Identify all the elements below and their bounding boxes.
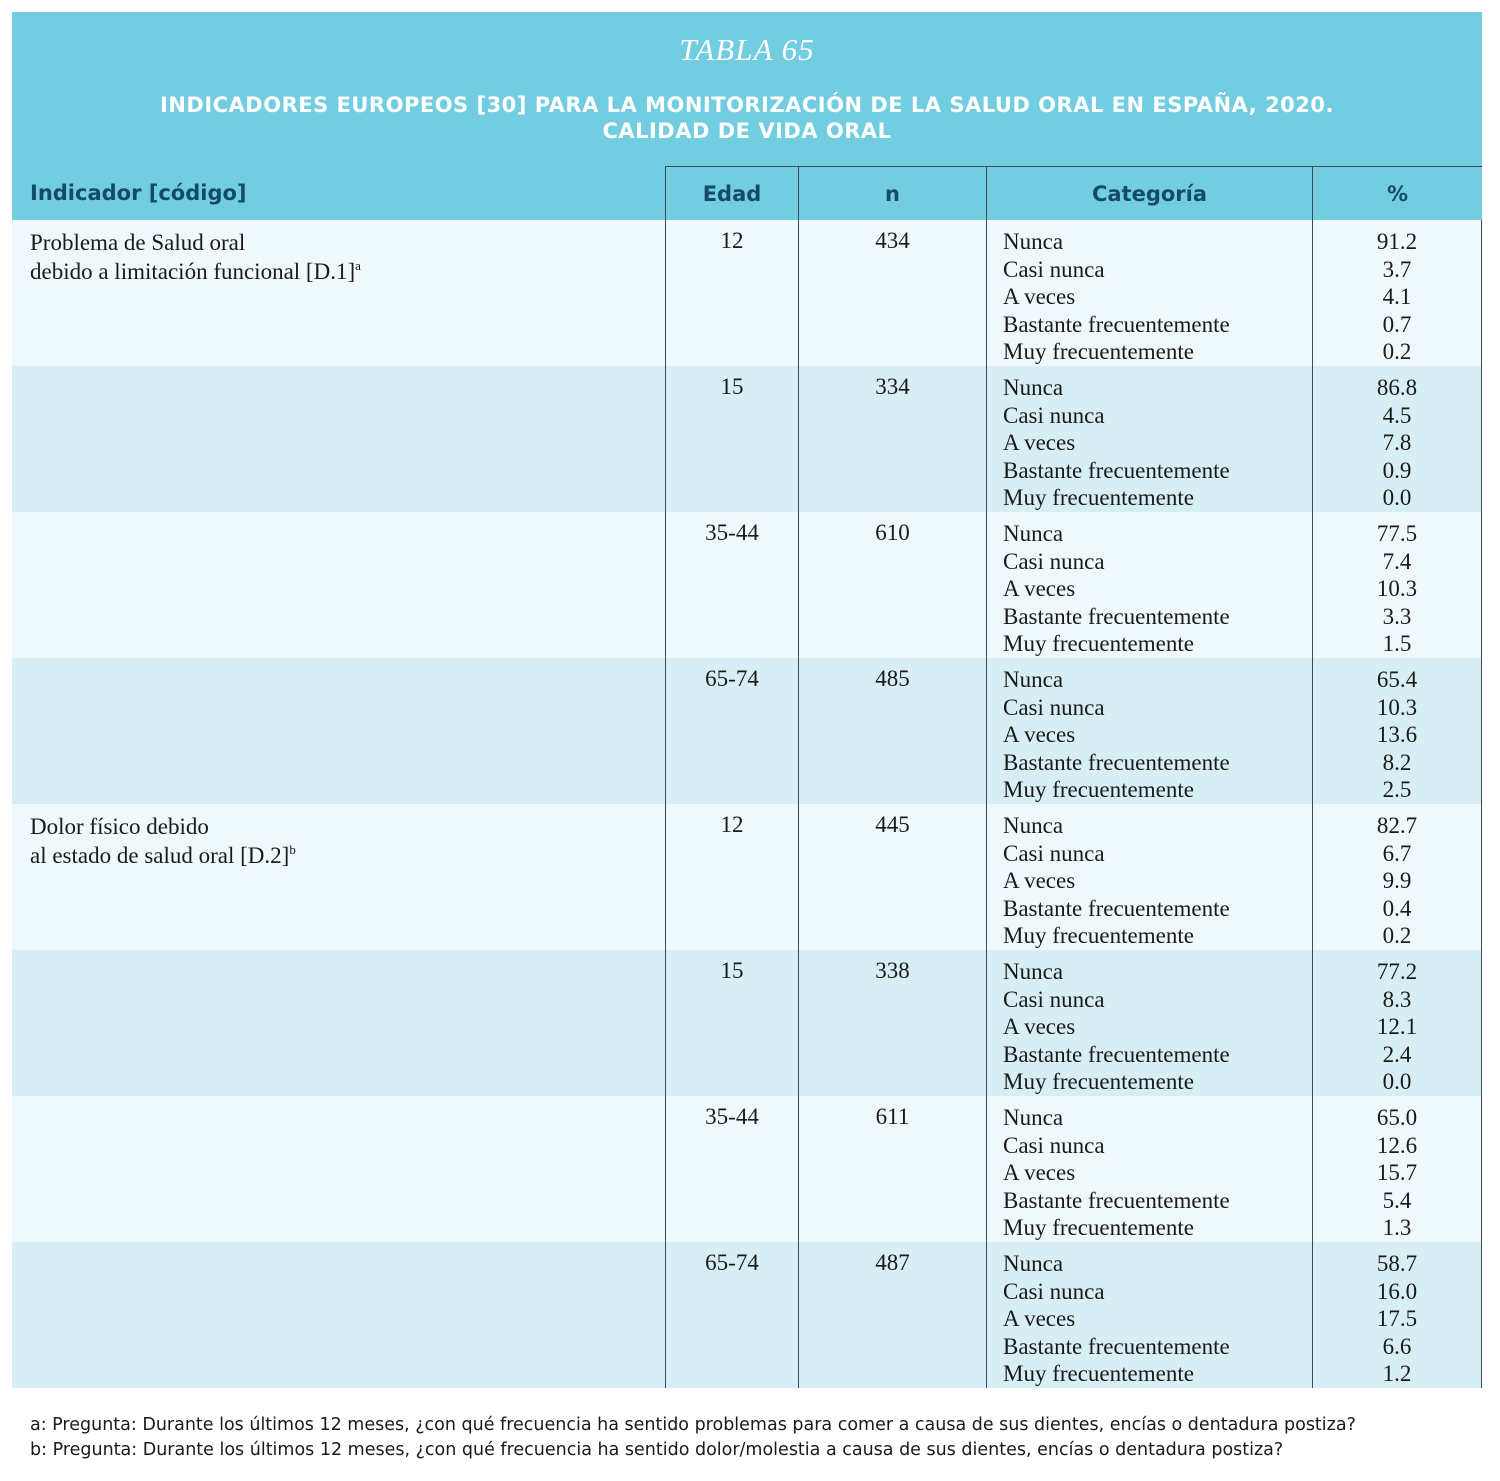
- pct-value: 16.0: [1376, 1278, 1418, 1304]
- pct-value: 1.3: [1382, 1215, 1412, 1241]
- indicator-cell: [12, 804, 665, 950]
- categoria-label: Nunca: [1003, 229, 1064, 254]
- pct-value: 6.6: [1382, 1333, 1412, 1359]
- edad-cell: 12: [665, 220, 798, 366]
- categoria-label: Nunca: [1003, 813, 1064, 838]
- pct-value: 0.2: [1382, 923, 1412, 949]
- pct-value: 12.1: [1376, 1014, 1418, 1040]
- categoria-label: Bastante frecuentemente: [1003, 1187, 1230, 1213]
- categoria-label: Muy frecuentemente: [1003, 1069, 1194, 1095]
- categoria-label: Casi nunca: [1003, 1132, 1105, 1158]
- header-pct: %: [1312, 166, 1482, 220]
- pct-value: 91.2: [1376, 229, 1418, 254]
- categoria-label: Bastante frecuentemente: [1003, 311, 1230, 337]
- categoria-label: Bastante frecuentemente: [1003, 603, 1230, 629]
- categoria-label: Bastante frecuentemente: [1003, 457, 1230, 483]
- categoria-cell: [986, 366, 1312, 512]
- categoria-label: Casi nunca: [1003, 986, 1105, 1012]
- pct-value: 3.7: [1382, 256, 1412, 282]
- edad-cell: 12: [665, 804, 798, 950]
- indicator-cell: [12, 366, 665, 512]
- pct-value: 4.1: [1382, 284, 1412, 310]
- n-cell: 334: [798, 366, 986, 512]
- n-cell: 338: [798, 950, 986, 1096]
- categoria-label: A veces: [1003, 1160, 1076, 1186]
- categoria-cell: [986, 658, 1312, 804]
- categoria-label: Bastante frecuentemente: [1003, 749, 1230, 775]
- table-row: [12, 220, 1482, 366]
- categoria-label: Bastante frecuentemente: [1003, 895, 1230, 921]
- footnote-marker: b: [289, 842, 296, 857]
- table-row: [12, 950, 1482, 1096]
- footnote-a: a: Pregunta: Durante los últimos 12 meses, ¿con qué frecuencia ha sentido problemas para comer a causa de sus dientes, encías o dentadura postiza?: [30, 1415, 1356, 1435]
- pct-value: 13.6: [1376, 722, 1418, 748]
- indicator-cell: [12, 220, 665, 366]
- pct-value: 8.3: [1382, 986, 1412, 1012]
- table-title-line1: INDICADORES EUROPEOS [30] PARA LA MONITORIZACIÓN DE LA SALUD ORAL EN ESPAÑA, 2020.: [160, 93, 1334, 117]
- categoria-label: A veces: [1003, 1014, 1076, 1040]
- table-frame: [12, 12, 1482, 1388]
- header-edad: Edad: [665, 166, 798, 220]
- n-cell: 485: [798, 658, 986, 804]
- header-n: n: [798, 166, 986, 220]
- n-cell: 445: [798, 804, 986, 950]
- categoria-label: A veces: [1003, 284, 1076, 310]
- indicator-line2: [30, 257, 665, 286]
- pct-value: 17.5: [1376, 1306, 1418, 1332]
- table-number: TABLA 65: [679, 32, 815, 67]
- indicator-cell: [12, 512, 665, 658]
- pct-value: 7.4: [1382, 548, 1412, 574]
- n-cell: 610: [798, 512, 986, 658]
- header-categoria: Categoría: [986, 166, 1312, 220]
- table-row: [12, 1242, 1482, 1388]
- categoria-label: Nunca: [1003, 1105, 1064, 1130]
- table-row: [12, 658, 1482, 804]
- pct-cell: [1312, 512, 1482, 658]
- categoria-label: Casi nunca: [1003, 402, 1105, 428]
- footnote-marker: a: [355, 258, 361, 273]
- categoria-label: Muy frecuentemente: [1003, 339, 1194, 365]
- categoria-cell: [986, 1096, 1312, 1242]
- pct-value: 77.2: [1376, 959, 1418, 984]
- n-cell: 611: [798, 1096, 986, 1242]
- pct-value: 8.2: [1382, 749, 1412, 775]
- pct-value: 1.2: [1382, 1361, 1412, 1387]
- categoria-label: Muy frecuentemente: [1003, 631, 1194, 657]
- categoria-label: Casi nunca: [1003, 840, 1105, 866]
- pct-cell: [1312, 366, 1482, 512]
- pct-value: 0.4: [1382, 895, 1412, 921]
- categoria-label: A veces: [1003, 1306, 1076, 1332]
- pct-value: 7.8: [1382, 430, 1412, 456]
- indicator-cell: [12, 1096, 665, 1242]
- categoria-label: Bastante frecuentemente: [1003, 1333, 1230, 1359]
- edad-cell: 35-44: [665, 1096, 798, 1242]
- indicator-line1: Problema de Salud oral: [30, 230, 246, 255]
- pct-value: 65.4: [1376, 667, 1418, 692]
- header-indicador: Indicador [código]: [30, 181, 247, 205]
- table-row: [12, 512, 1482, 658]
- pct-value: 6.7: [1382, 840, 1412, 866]
- pct-value: 77.5: [1376, 521, 1418, 546]
- categoria-cell: [986, 512, 1312, 658]
- pct-value: 4.5: [1382, 402, 1412, 428]
- edad-cell: 65-74: [665, 658, 798, 804]
- categoria-label: Nunca: [1003, 667, 1064, 692]
- categoria-label: Casi nunca: [1003, 1278, 1105, 1304]
- categoria-label: Muy frecuentemente: [1003, 1215, 1194, 1241]
- categoria-label: Casi nunca: [1003, 694, 1105, 720]
- pct-value: 82.7: [1376, 813, 1418, 838]
- pct-value: 0.9: [1382, 457, 1412, 483]
- categoria-label: Nunca: [1003, 959, 1064, 984]
- categoria-cell: [986, 950, 1312, 1096]
- edad-cell: 35-44: [665, 512, 798, 658]
- indicator-line1: Dolor físico debido: [30, 814, 209, 839]
- pct-cell: [1312, 1096, 1482, 1242]
- categoria-label: Muy frecuentemente: [1003, 485, 1194, 511]
- categoria-label: Casi nunca: [1003, 548, 1105, 574]
- indicator-cell: [12, 950, 665, 1096]
- pct-cell: [1312, 804, 1482, 950]
- pct-value: 3.3: [1382, 603, 1412, 629]
- edad-cell: 65-74: [665, 1242, 798, 1388]
- edad-cell: 15: [665, 950, 798, 1096]
- pct-value: 58.7: [1376, 1251, 1418, 1276]
- n-cell: 487: [798, 1242, 986, 1388]
- pct-value: 12.6: [1376, 1132, 1418, 1158]
- pct-value: 65.0: [1376, 1105, 1418, 1130]
- indicator-line2: [30, 841, 665, 870]
- categoria-cell: [986, 220, 1312, 366]
- categoria-label: A veces: [1003, 576, 1076, 602]
- footnote-b: b: Pregunta: Durante los últimos 12 meses, ¿con qué frecuencia ha sentido dolor/molestia a causa de sus dientes, encías o dentadura postiza?: [30, 1440, 1284, 1460]
- indicator-cell: [12, 658, 665, 804]
- title-band: [12, 12, 1482, 166]
- categoria-label: A veces: [1003, 868, 1076, 894]
- table-row: [12, 366, 1482, 512]
- categoria-label: Bastante frecuentemente: [1003, 1041, 1230, 1067]
- n-cell: 434: [798, 220, 986, 366]
- pct-value: 9.9: [1382, 868, 1412, 894]
- categoria-cell: [986, 804, 1312, 950]
- footnotes: [30, 1413, 1480, 1463]
- pct-value: 2.5: [1382, 777, 1412, 803]
- pct-value: 0.7: [1382, 311, 1412, 337]
- indicator-code: al estado de salud oral [D.2]: [30, 843, 290, 868]
- categoria-label: Nunca: [1003, 375, 1064, 400]
- pct-cell: [1312, 950, 1482, 1096]
- categoria-label: Nunca: [1003, 1251, 1064, 1276]
- pct-value: 5.4: [1382, 1187, 1412, 1213]
- pct-value: 86.8: [1376, 375, 1418, 400]
- pct-value: 2.4: [1382, 1041, 1412, 1067]
- pct-value: 10.3: [1376, 576, 1418, 602]
- table-body: [12, 220, 1482, 1388]
- header-row: [12, 166, 1482, 220]
- categoria-label: Muy frecuentemente: [1003, 923, 1194, 949]
- categoria-label: Casi nunca: [1003, 256, 1105, 282]
- pct-cell: [1312, 220, 1482, 366]
- categoria-label: Nunca: [1003, 521, 1064, 546]
- pct-cell: [1312, 1242, 1482, 1388]
- pct-cell: [1312, 658, 1482, 804]
- categoria-label: A veces: [1003, 722, 1076, 748]
- pct-value: 15.7: [1376, 1160, 1418, 1186]
- edad-cell: 15: [665, 366, 798, 512]
- pct-value: 0.0: [1382, 1069, 1412, 1095]
- categoria-label: Muy frecuentemente: [1003, 777, 1194, 803]
- categoria-cell: [986, 1242, 1312, 1388]
- table-row: [12, 1096, 1482, 1242]
- table-title-line2: CALIDAD DE VIDA ORAL: [602, 119, 892, 143]
- indicator-cell: [12, 1242, 665, 1388]
- categoria-label: Muy frecuentemente: [1003, 1361, 1194, 1387]
- categoria-label: A veces: [1003, 430, 1076, 456]
- table-title: [12, 92, 1482, 144]
- pct-value: 1.5: [1382, 631, 1412, 657]
- pct-value: 0.0: [1382, 485, 1412, 511]
- pct-value: 10.3: [1376, 694, 1418, 720]
- pct-value: 0.2: [1382, 339, 1412, 365]
- table-row: [12, 804, 1482, 950]
- indicator-code: debido a limitación funcional [D.1]: [30, 259, 356, 284]
